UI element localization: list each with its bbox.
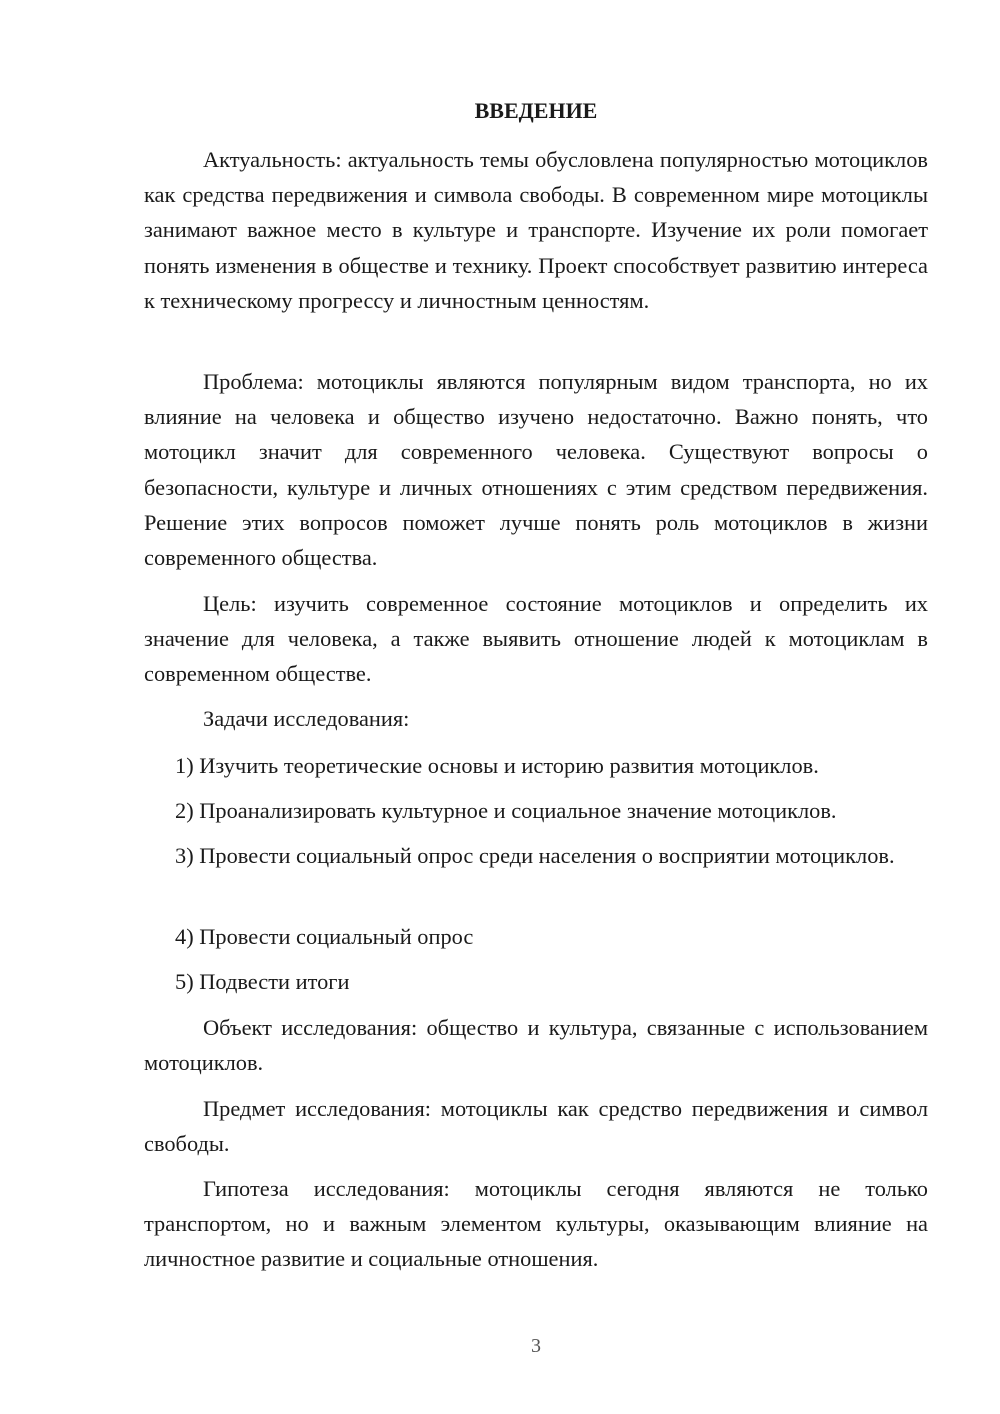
task-item-5: 5) Подвести итоги <box>175 969 350 994</box>
page-title: ВВЕДЕНИЕ <box>474 98 598 123</box>
task-item-2: 2) Проанализировать культурное и социальное значение мотоциклов. <box>175 798 837 823</box>
task-item-4: 4) Провести социальный опрос <box>175 924 474 949</box>
paragraph-relevance: Актуальность: актуальность темы обусловлена популярностью мотоциклов как средства передвижения и символа свободы. В современном мире мотоциклы занимают важное место в культуре и транспорте. Изучение их роли помогает понять изменения в обществе и технику. Проект способствует развитию интереса к техническому прогрессу и личностным ценностям. <box>144 147 928 313</box>
paragraph-problem: Проблема: мотоциклы являются популярным видом транспорта, но их влияние на человека и общество изучено недостаточно. Важно понять, что мотоцикл значит для современного человека. Существуют вопросы о безопасности, культуре и личных отношениях с этим средством передвижения. Решение этих вопросов поможет лучше понять роль мотоциклов в жизни современного общества. <box>144 369 928 571</box>
paragraph-subject: Предмет исследования: мотоциклы как средство передвижения и символ свободы. <box>144 1096 928 1157</box>
page-number: 3 <box>531 1335 541 1357</box>
paragraph-object: Объект исследования: общество и культура, связанные с использованием мотоциклов. <box>144 1015 928 1076</box>
paragraph-hypothesis: Гипотеза исследования: мотоциклы сегодня являются не только транспортом, но и важным элементом культуры, оказывающим влияние на личностное развитие и социальные отношения. <box>144 1176 928 1272</box>
tasks-heading: Задачи исследования: <box>203 706 410 731</box>
task-item-1: 1) Изучить теоретические основы и историю развития мотоциклов. <box>175 753 819 778</box>
task-item-3: 3) Провести социальный опрос среди населения о восприятии мотоциклов. <box>175 843 895 868</box>
paragraph-goal: Цель: изучить современное состояние мотоциклов и определить их значение для человека, а также выявить отношение людей к мотоциклам в современном обществе. <box>144 591 928 687</box>
